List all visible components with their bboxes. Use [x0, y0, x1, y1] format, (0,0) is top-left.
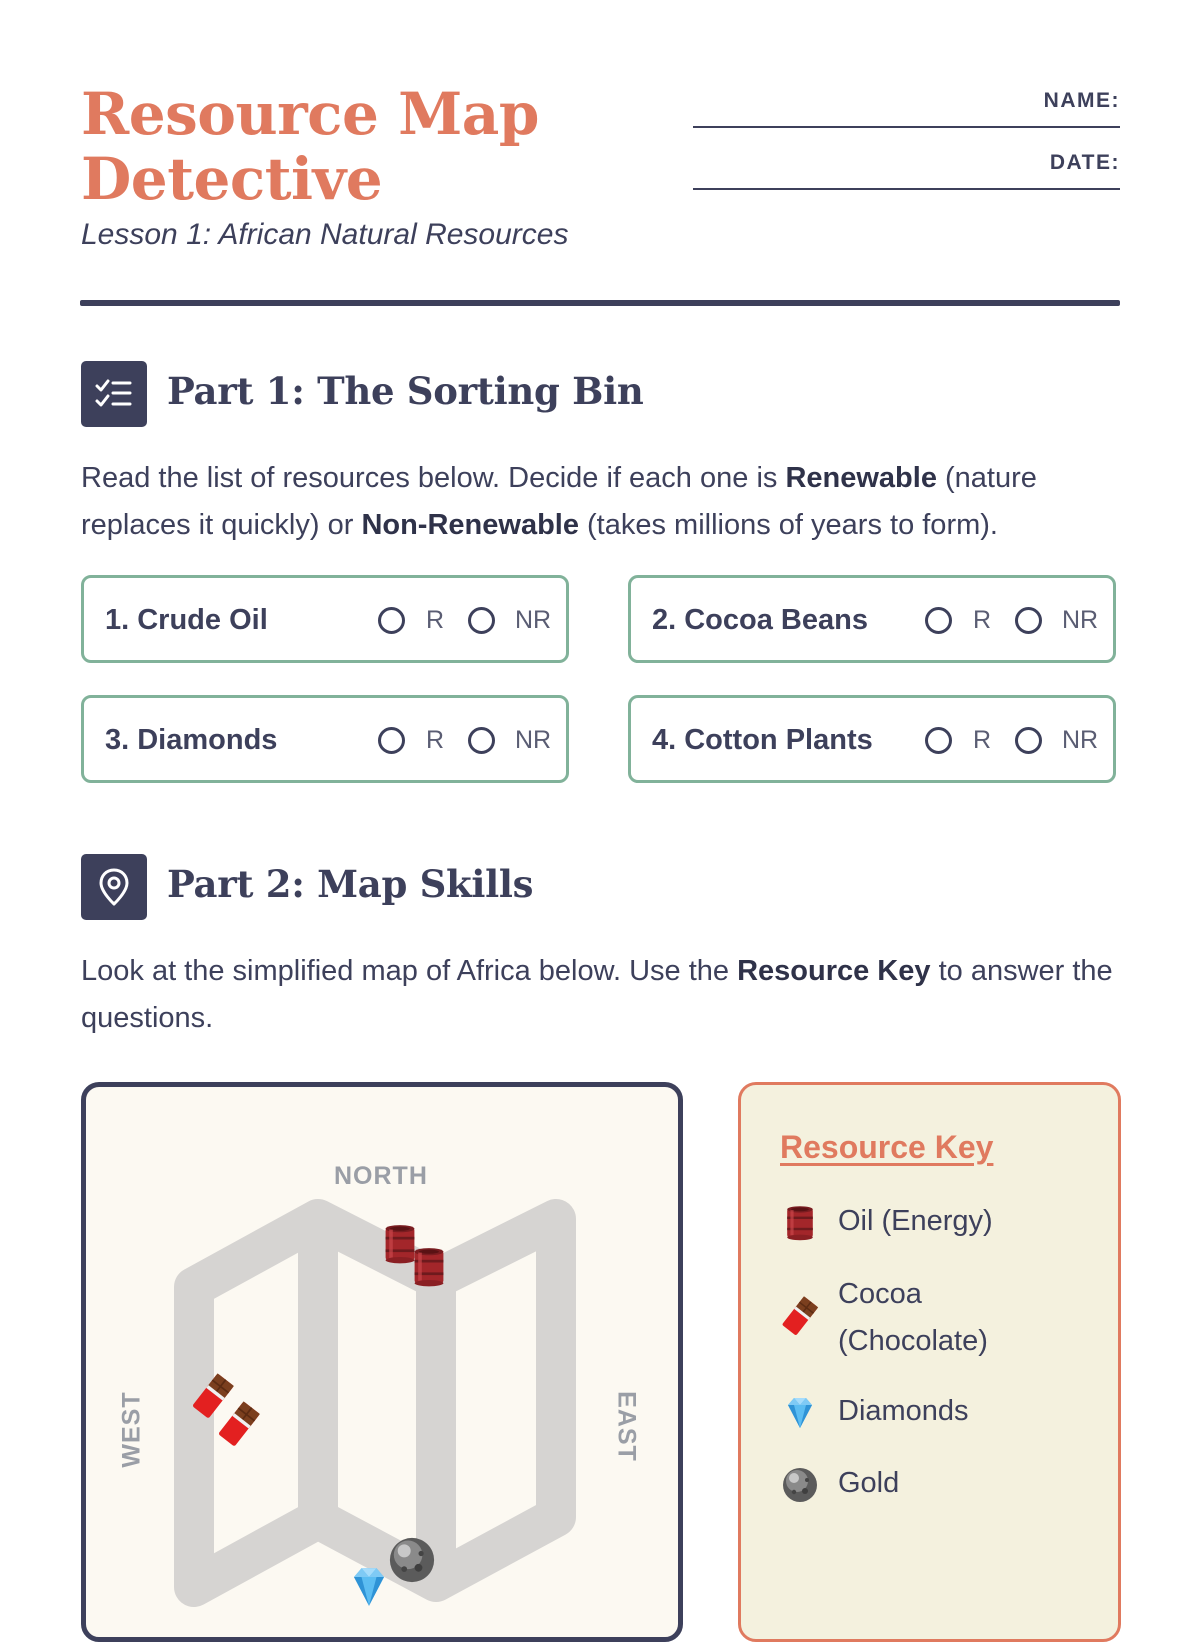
radio-label-r: R — [973, 726, 992, 754]
radio-renewable[interactable] — [378, 607, 405, 634]
radio-nonrenewable[interactable] — [1015, 607, 1042, 634]
part1-instructions: Read the list of resources below. Decide if each one is Renewable (nature replaces it quickly) or Non-Renewable (takes millions of years to form). — [81, 462, 1037, 541]
sort-card-diamonds — [81, 695, 569, 783]
radio-label-nr: NR — [515, 726, 552, 754]
radio-renewable[interactable] — [378, 727, 405, 754]
worksheet-title: Resource Map Detective — [81, 80, 539, 213]
sort-item-label: 1. Crude Oil — [105, 604, 268, 636]
map-gold-marker — [390, 1538, 434, 1582]
worksheet-subtitle: Lesson 1: African Natural Resources — [81, 218, 569, 251]
radio-renewable[interactable] — [925, 607, 952, 634]
folded-map-icon — [86, 1087, 678, 1642]
radio-label-r: R — [426, 606, 445, 634]
sort-card-crude-oil — [81, 575, 569, 663]
part2-instructions: Look at the simplified map of Africa below. Use the Resource Key to answer the questions. — [81, 955, 1113, 1034]
key-item-label: Gold — [838, 1467, 900, 1499]
resource-key — [738, 1082, 1121, 1642]
header-divider — [80, 300, 1120, 306]
part1-title: Part 1: The Sorting Bin — [167, 369, 644, 413]
checklist-icon — [81, 361, 147, 427]
oil-barrel-icon — [780, 1203, 820, 1243]
gold-nugget-icon — [780, 1465, 820, 1505]
radio-renewable[interactable] — [925, 727, 952, 754]
radio-nonrenewable[interactable] — [468, 607, 495, 634]
radio-nonrenewable[interactable] — [1015, 727, 1042, 754]
name-label: NAME: — [1043, 89, 1120, 112]
sort-card-cocoa-beans — [628, 575, 1116, 663]
map-pin-icon — [81, 854, 147, 920]
key-item-label: Cocoa (Chocolate) — [838, 1278, 988, 1357]
compass-north: NORTH — [334, 1162, 428, 1190]
compass-east: EAST — [612, 1391, 641, 1462]
key-item-label: Diamonds — [838, 1395, 969, 1427]
sort-card-cotton-plants — [628, 695, 1116, 783]
part2-title: Part 2: Map Skills — [167, 862, 534, 906]
diamond-icon — [780, 1393, 820, 1433]
date-field[interactable] — [693, 188, 1120, 190]
key-item-label: Oil (Energy) — [838, 1205, 993, 1237]
compass-west: WEST — [117, 1391, 146, 1468]
africa-map — [81, 1082, 683, 1642]
radio-label-nr: NR — [1062, 606, 1099, 634]
sort-item-label: 2. Cocoa Beans — [652, 604, 868, 636]
sort-item-label: 3. Diamonds — [105, 724, 278, 756]
sort-item-label: 4. Cotton Plants — [652, 724, 873, 756]
radio-label-nr: NR — [1062, 726, 1099, 754]
name-field[interactable] — [693, 126, 1120, 128]
chocolate-bar-icon — [780, 1296, 820, 1336]
radio-label-r: R — [426, 726, 445, 754]
radio-label-r: R — [973, 606, 992, 634]
map-diamond-marker — [354, 1568, 384, 1606]
radio-label-nr: NR — [515, 606, 552, 634]
date-label: DATE: — [1049, 151, 1120, 174]
resource-key-title: Resource Key — [780, 1129, 994, 1165]
radio-nonrenewable[interactable] — [468, 727, 495, 754]
